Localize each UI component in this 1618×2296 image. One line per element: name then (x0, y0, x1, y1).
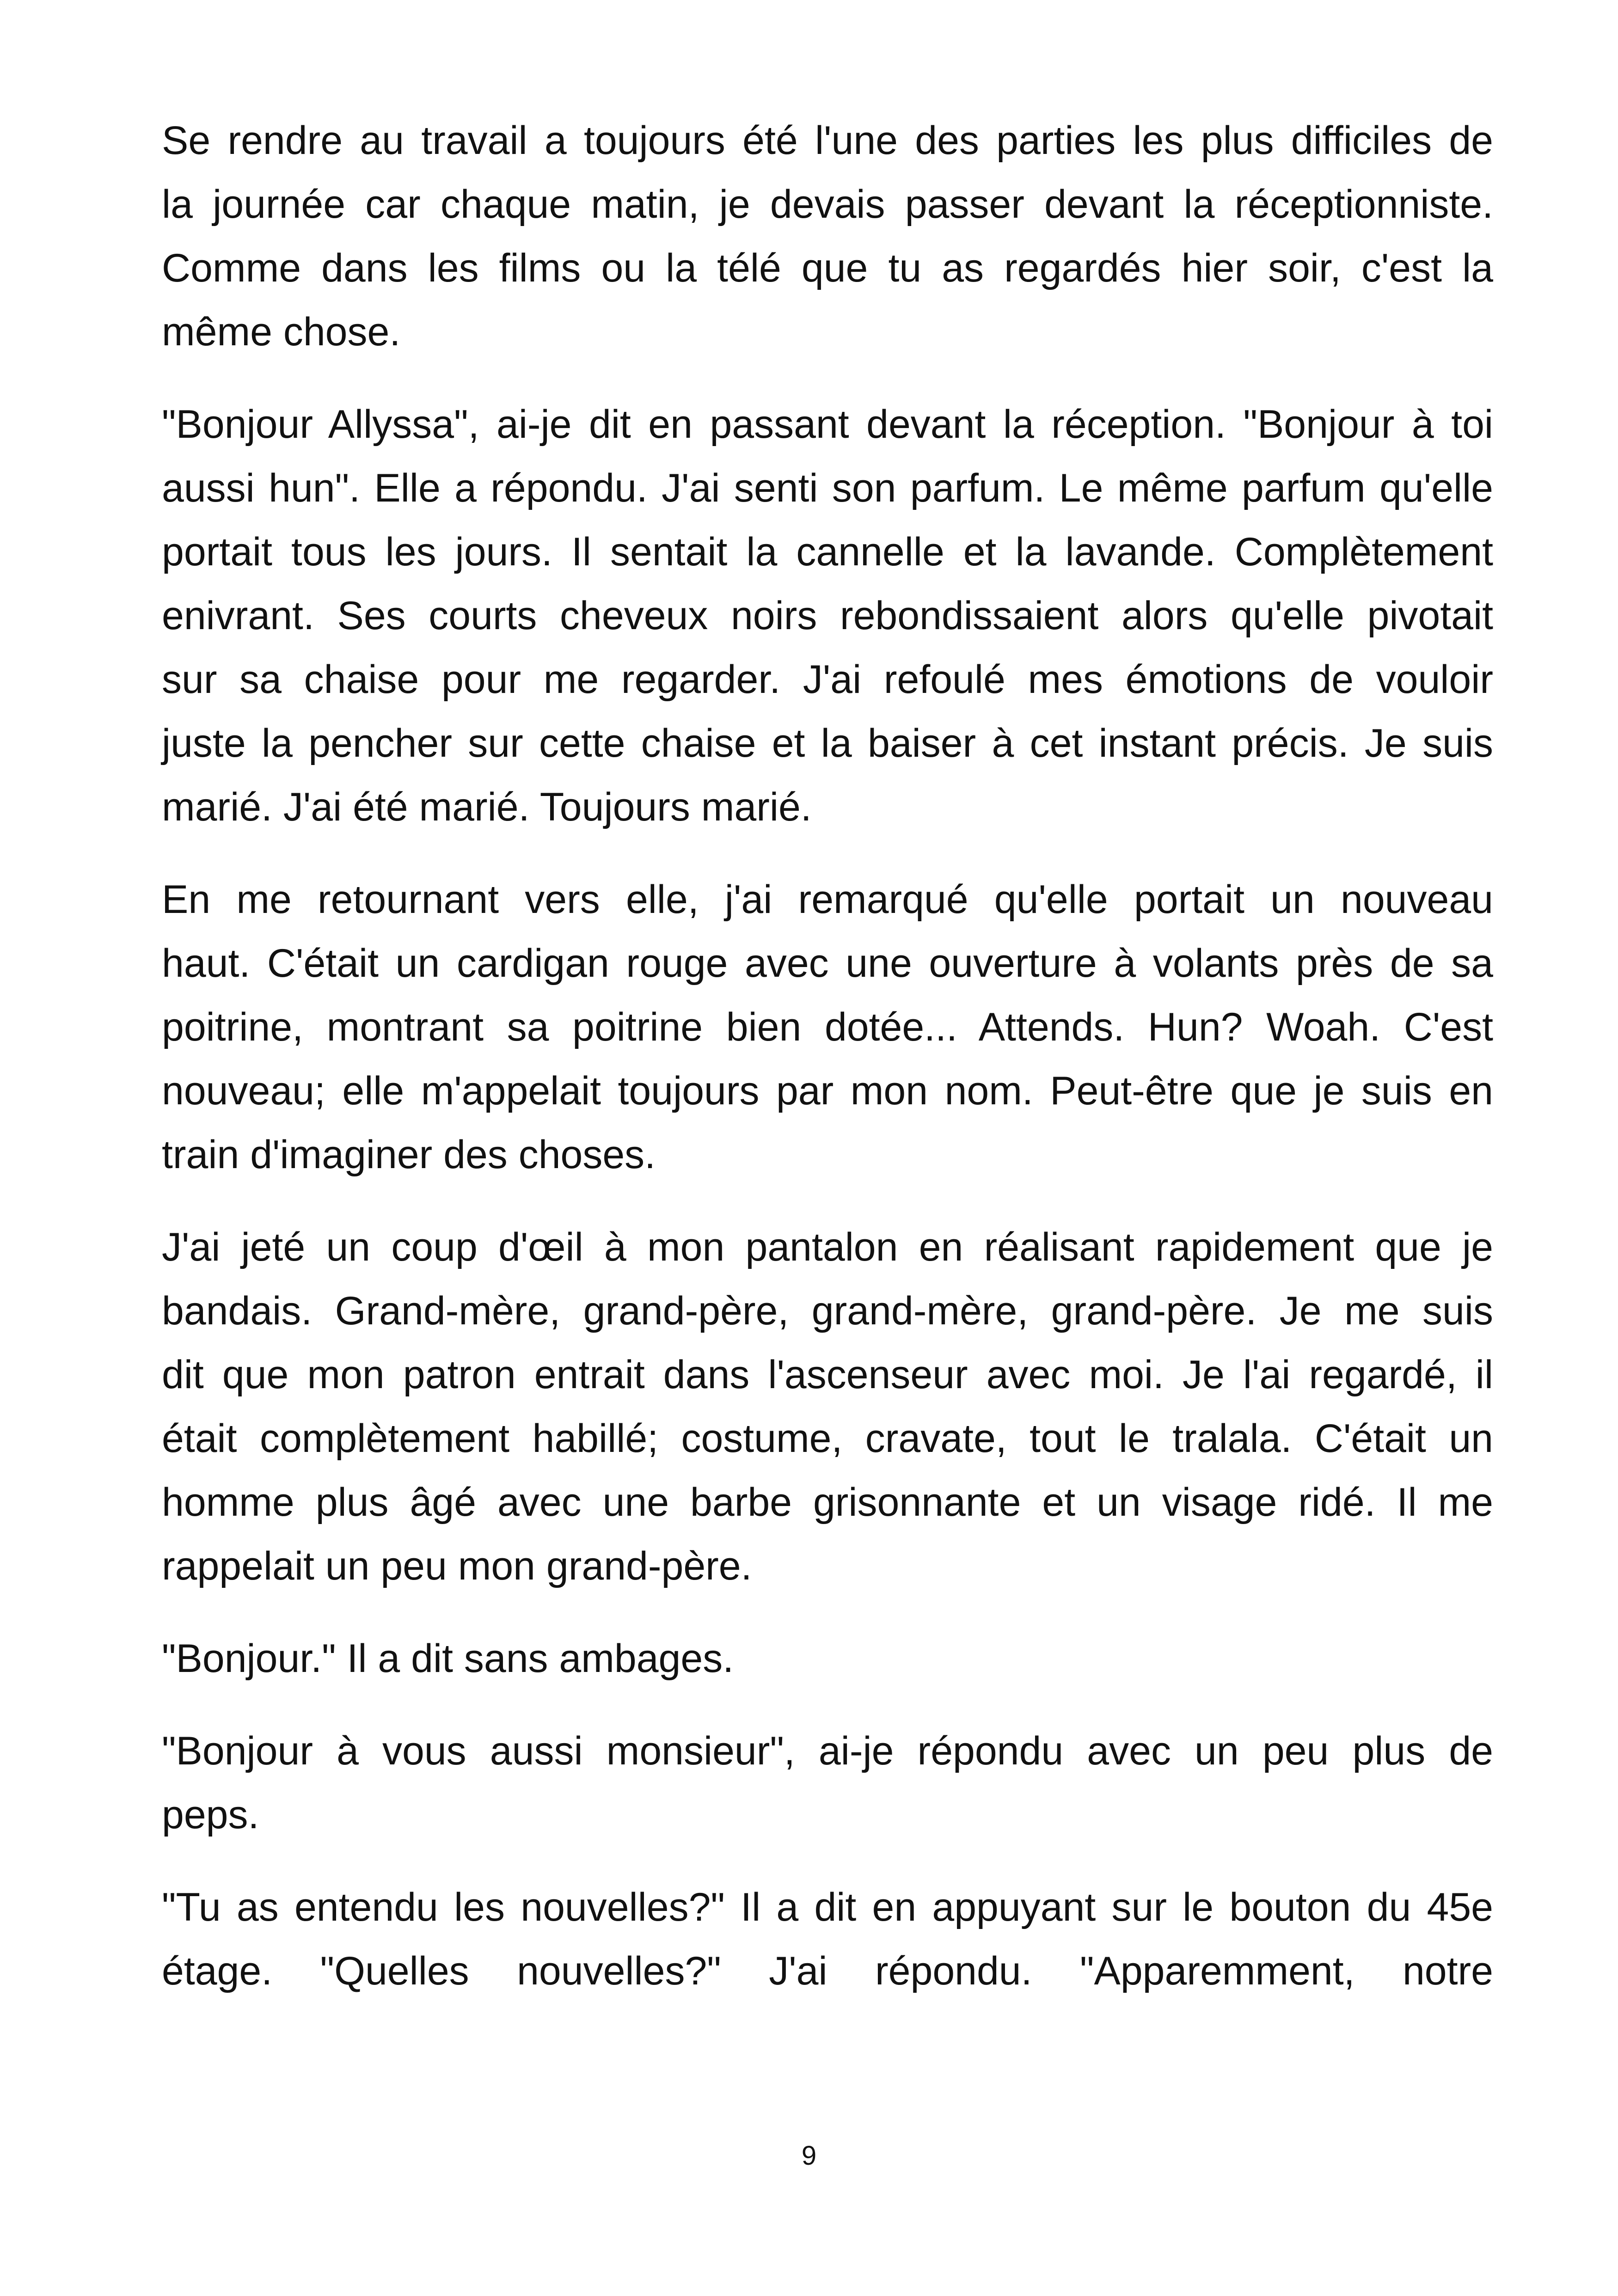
text-line: bandais. Grand-mère, grand-père, grand-mère, grand-père. Je me suis (162, 1289, 1493, 1333)
text-line: même chose. (162, 310, 401, 354)
paragraph (162, 392, 1493, 839)
text-line: haut. C'était un cardigan rouge avec une ouverture à volants près de sa (162, 941, 1493, 986)
text-line: nouveau; elle m'appelait toujours par mon nom. Peut-être que je suis en (162, 1069, 1493, 1113)
text-line: juste la pencher sur cette chaise et la baiser à cet instant précis. Je suis (162, 721, 1493, 765)
text-line: "Bonjour à vous aussi monsieur", ai-je répondu avec un peu plus de (162, 1729, 1493, 1773)
text-line: la journée car chaque matin, je devais passer devant la réceptionniste. (162, 182, 1493, 227)
text-line: Comme dans les films ou la télé que tu as regardés hier soir, c'est la (162, 246, 1493, 290)
text-line: était complètement habillé; costume, cravate, tout le tralala. C'était un (162, 1416, 1493, 1461)
text-line: dit que mon patron entrait dans l'ascenseur avec moi. Je l'ai regardé, il (162, 1353, 1493, 1397)
text-line: train d'imaginer des choses. (162, 1133, 656, 1177)
text-line: aussi hun". Elle a répondu. J'ai senti son parfum. Le même parfum qu'elle (162, 466, 1493, 510)
text-line: peps. (162, 1793, 259, 1837)
paragraph (162, 1875, 1493, 2003)
text-line: portait tous les jours. Il sentait la cannelle et la lavande. Complètement (162, 530, 1493, 574)
page-number: 9 (801, 2141, 817, 2171)
body-text (162, 109, 1493, 2032)
text-line: En me retournant vers elle, j'ai remarqué qu'elle portait un nouveau (162, 877, 1493, 922)
text-line: homme plus âgé avec une barbe grisonnante et un visage ridé. Il me (162, 1480, 1493, 1525)
text-line: "Bonjour Allyssa", ai-je dit en passant devant la réception. "Bonjour à toi (162, 402, 1493, 447)
text-line: rappelait un peu mon grand-père. (162, 1544, 752, 1588)
text-line: étage. "Quelles nouvelles?" J'ai répondu. "Apparemment, notre (162, 1949, 1493, 1993)
text-line: marié. J'ai été marié. Toujours marié. (162, 785, 812, 829)
text-line: poitrine, montrant sa poitrine bien dotée... Attends. Hun? Woah. C'est (162, 1005, 1493, 1049)
text-line: sur sa chaise pour me regarder. J'ai refoulé mes émotions de vouloir (162, 657, 1493, 702)
paragraph (162, 1215, 1493, 1598)
paragraph (162, 109, 1493, 364)
paragraph (162, 868, 1493, 1187)
text-line: enivrant. Ses courts cheveux noirs rebondissaient alors qu'elle pivotait (162, 594, 1493, 638)
text-line: J'ai jeté un coup d'œil à mon pantalon en réalisant rapidement que je (162, 1225, 1493, 1269)
text-line: Se rendre au travail a toujours été l'une des parties les plus difficiles de (162, 118, 1493, 163)
paragraph (162, 1719, 1493, 1847)
paragraph (162, 1627, 1493, 1690)
text-line: "Bonjour." Il a dit sans ambages. (162, 1636, 734, 1681)
text-line: "Tu as entendu les nouvelles?" Il a dit en appuyant sur le bouton du 45e (162, 1885, 1493, 1929)
